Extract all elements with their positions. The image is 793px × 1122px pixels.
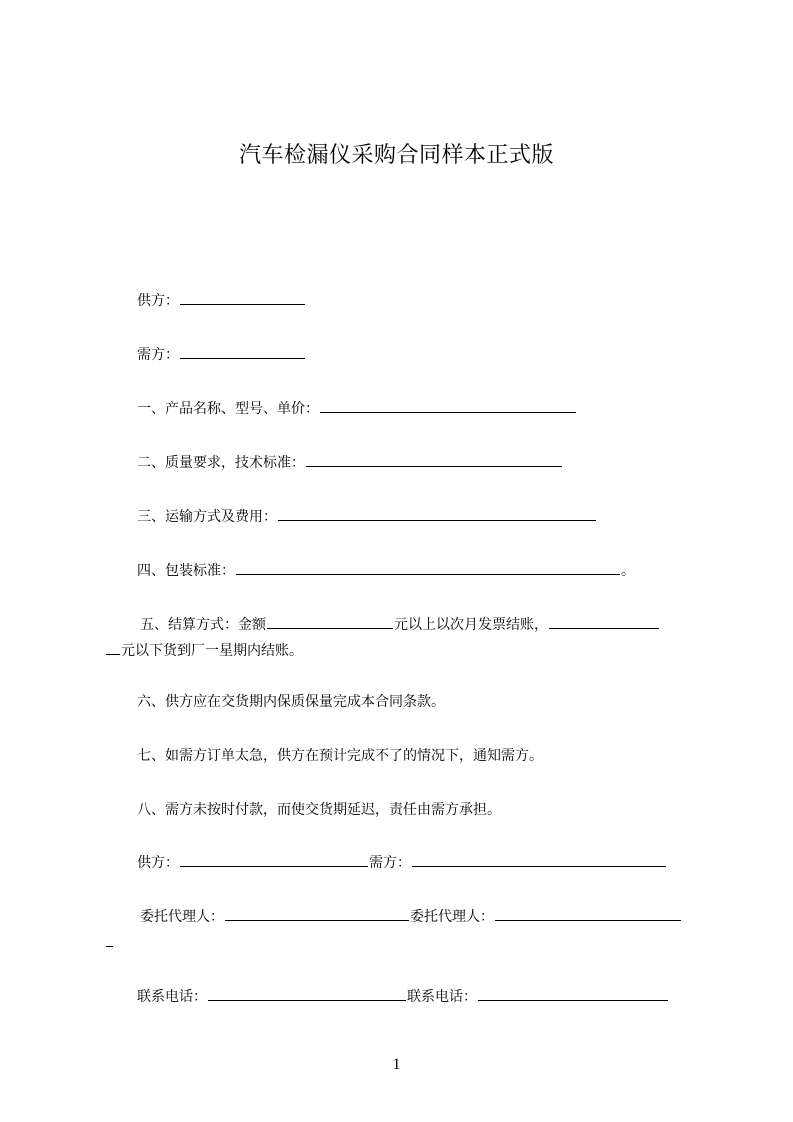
clause-7: 七、如需方订单太急，供方在预计完成不了的情况下，通知需方。 xyxy=(137,748,543,764)
agent-label-supplier: 委托代理人： xyxy=(140,909,224,925)
phone-label-supplier: 联系电话： xyxy=(137,989,207,1005)
buyer-blank xyxy=(180,344,305,359)
clause-4-label: 四、包装标准： xyxy=(137,563,235,579)
clause-5-amount2-blank xyxy=(549,614,659,629)
clause-5 xyxy=(105,614,740,635)
clause-3-label: 三、运输方式及费用： xyxy=(137,509,277,525)
clause-5-prefix: 五、结算方式：金额 xyxy=(140,617,266,633)
clause-2-blank xyxy=(306,452,562,467)
agent-line xyxy=(105,906,740,927)
agent-supplier-blank xyxy=(225,906,409,921)
signature-parties xyxy=(105,852,737,873)
supplier-label: 供方： xyxy=(137,293,179,309)
clause-2-label: 二、质量要求，技术标准： xyxy=(137,455,305,471)
sign-buyer-label: 需方： xyxy=(369,855,411,871)
clause-5-cont: 元以下货到厂一星期内结账。 xyxy=(121,643,303,659)
supplier-blank xyxy=(180,290,305,305)
clause-6: 六、供方应在交货期内保质保量完成本合同条款。 xyxy=(137,694,445,710)
phone-buyer-blank xyxy=(478,986,668,1001)
agent-line-continued xyxy=(105,932,705,953)
clause-1-label: 一、产品名称、型号、单价： xyxy=(137,401,319,417)
phone-supplier-blank xyxy=(208,986,406,1001)
clause-1 xyxy=(105,398,737,419)
document-title: 汽车检漏仪采购合同样本正式版 xyxy=(238,143,554,168)
agent-buyer-blank xyxy=(495,906,681,921)
clause-3 xyxy=(105,506,737,527)
clause-5-mid: 元以上以次月发票结账， xyxy=(394,617,548,633)
clause-2 xyxy=(105,452,737,473)
clause-5-amount-blank xyxy=(267,614,393,629)
clause-8: 八、需方未按时付款，而使交货期延迟，责任由需方承担。 xyxy=(137,802,501,818)
sign-supplier-label: 供方： xyxy=(137,855,179,871)
clause-3-blank xyxy=(278,506,596,521)
clause-1-blank xyxy=(320,398,576,413)
page-number: 1 xyxy=(392,1056,401,1073)
sign-supplier-blank xyxy=(180,852,368,867)
phone-label-buyer: 联系电话： xyxy=(407,989,477,1005)
clause-5-cont-blank xyxy=(106,640,120,655)
phone-line xyxy=(105,986,737,1007)
supplier-line xyxy=(105,290,737,311)
sign-buyer-blank xyxy=(412,852,666,867)
clause-5-continued xyxy=(105,640,705,661)
buyer-line xyxy=(105,344,737,365)
clause-4 xyxy=(105,560,737,581)
clause-4-end: 。 xyxy=(621,563,635,579)
buyer-label: 需方： xyxy=(137,347,179,363)
agent-label-buyer: 委托代理人： xyxy=(410,909,494,925)
clause-4-blank xyxy=(236,560,620,575)
agent-cont-blank xyxy=(106,932,113,947)
